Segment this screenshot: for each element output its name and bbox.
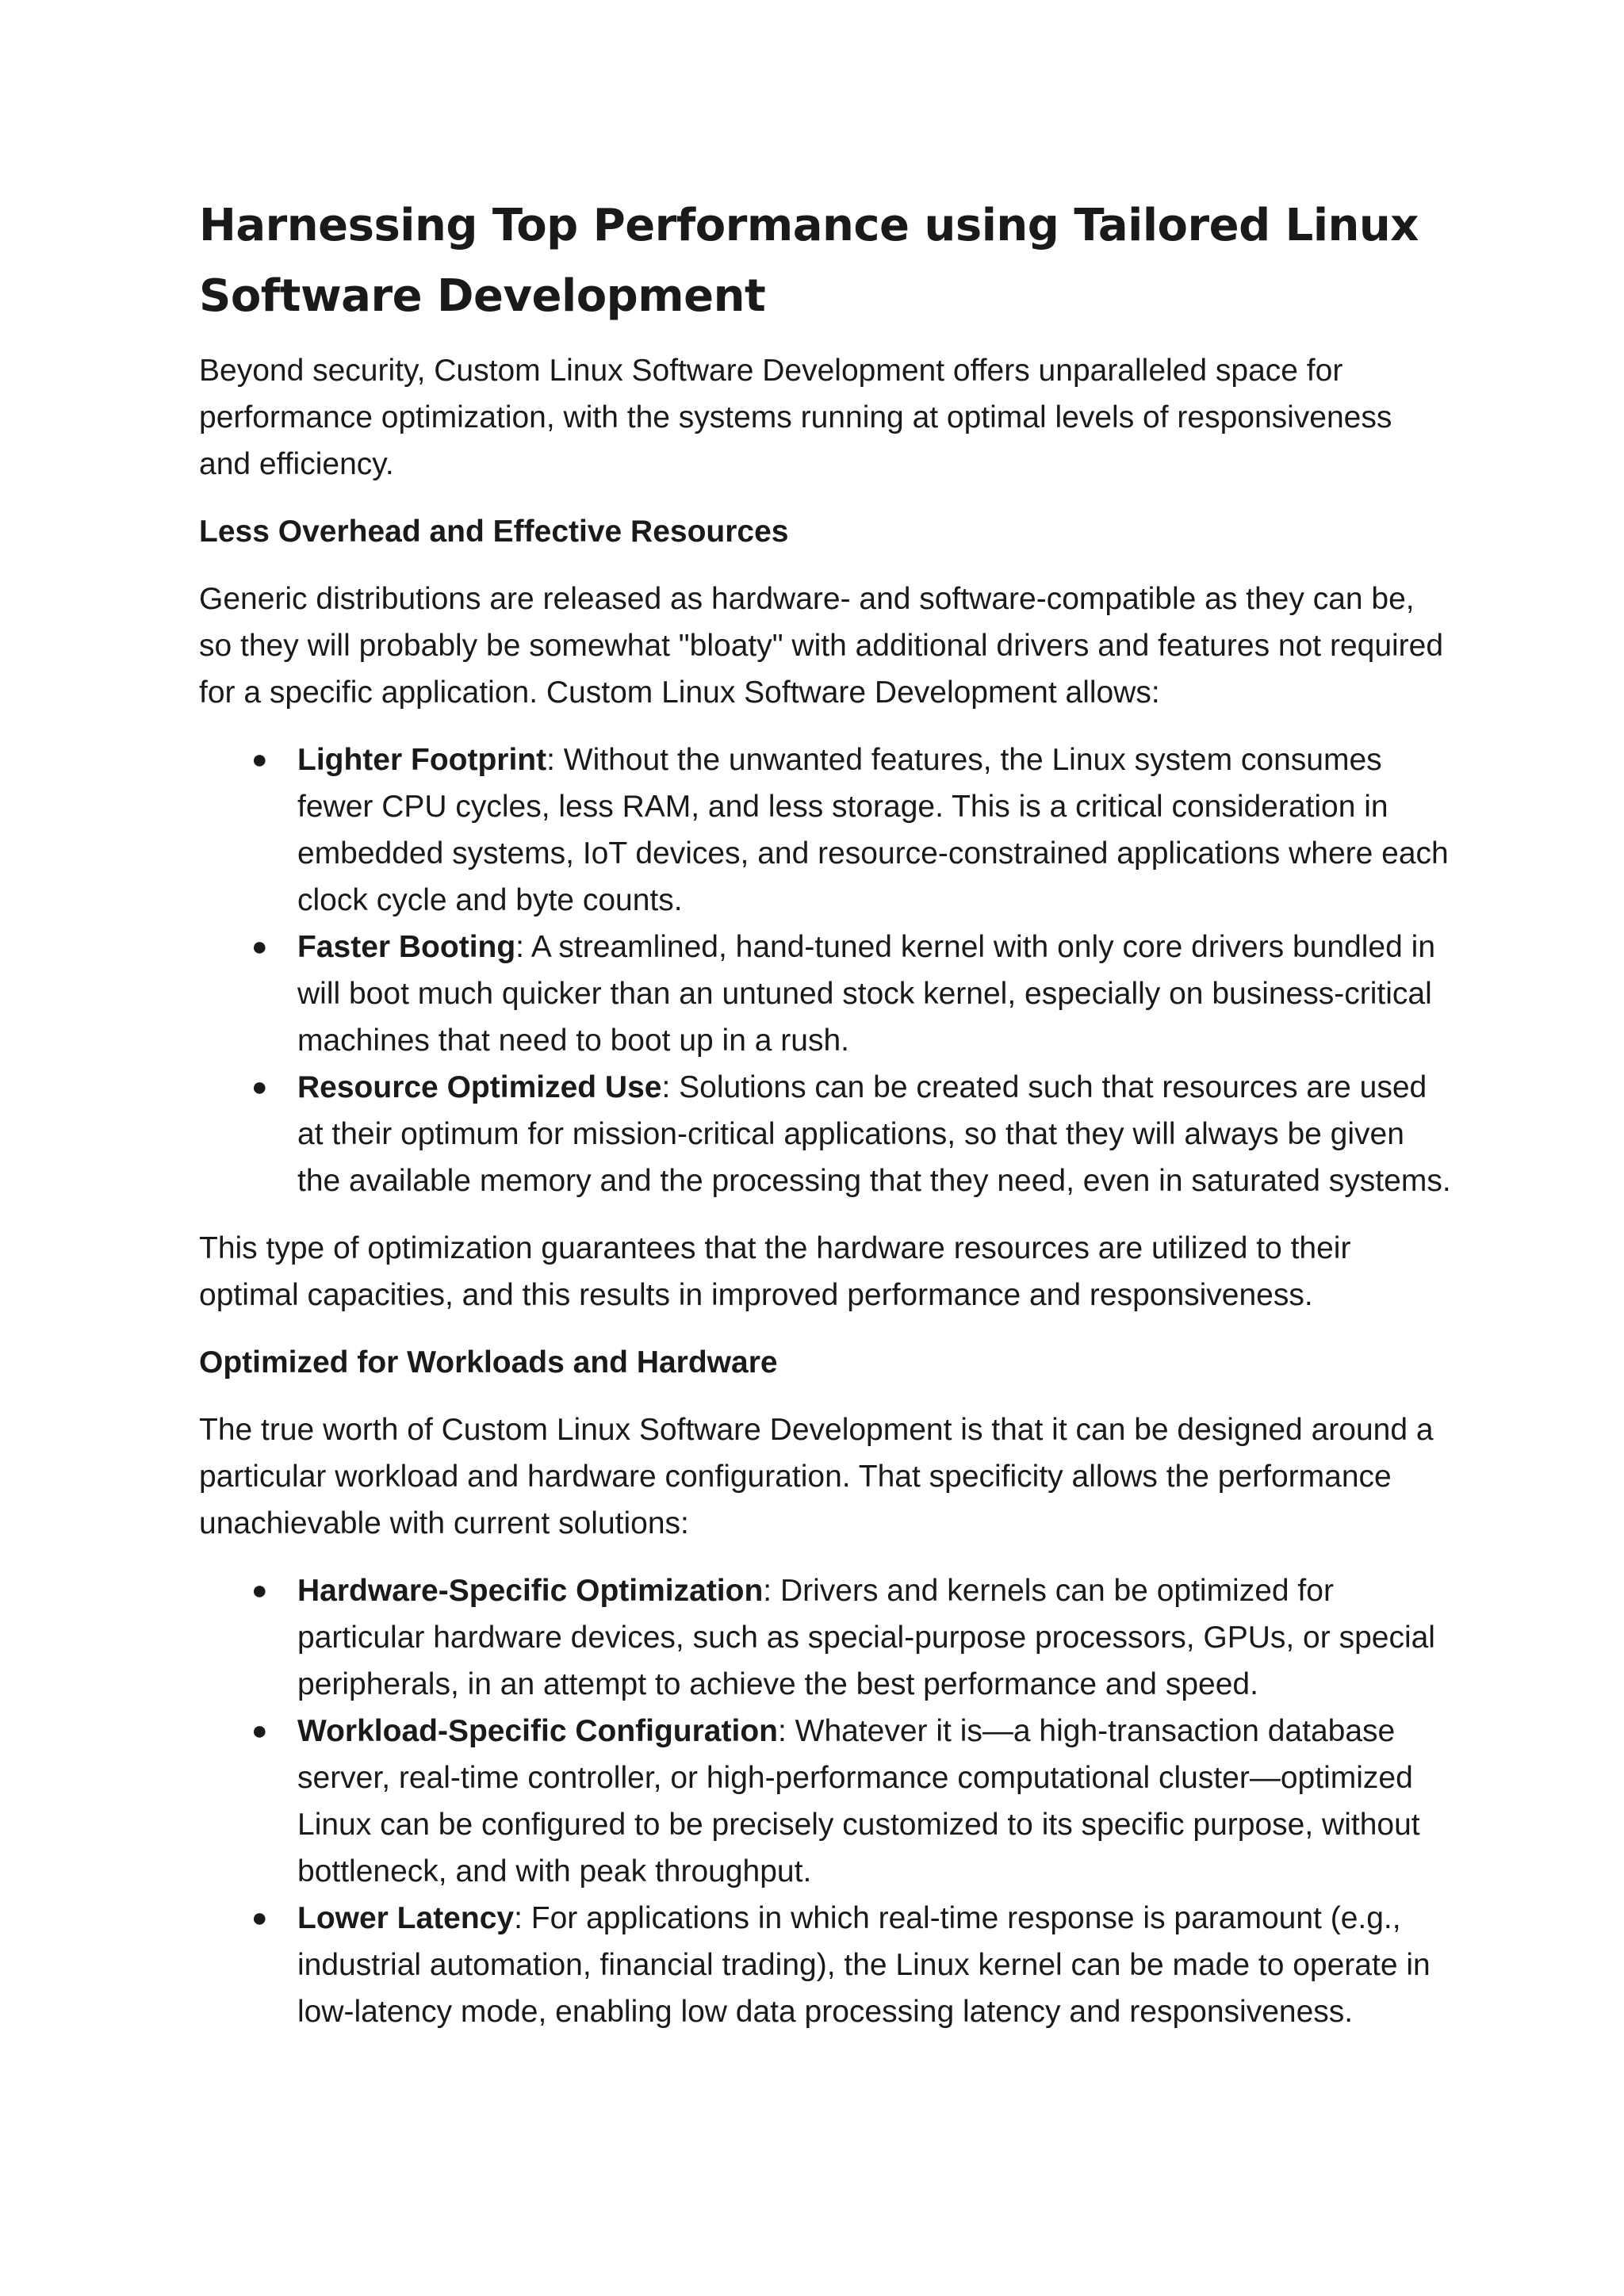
list-item-text: : Drivers and kernels can be optimized for particular hardware devices, such as special-purpose processors, GPUs, or special peripherals, in an attempt to achieve the best performance and speed.	[297, 1574, 1435, 1701]
bullet-icon: ●	[251, 1072, 268, 1102]
list-item-text: : Without the unwanted features, the Linux system consumes fewer CPU cycles, less RAM, and less storage. This is a critical consideration in embedded systems, IoT devices, and resource-constrained applications where each clock cycle and byte counts.	[297, 743, 1449, 917]
bullet-icon: ●	[251, 744, 268, 775]
list-item	[199, 1567, 1452, 1708]
list-item-text: : Whatever it is—a high-transaction database server, real-time controller, or high-performance computational cluster—optimized Linux can be configured to be precisely customized to its specific purpose, without bottleneck, and with peak throughput.	[297, 1714, 1420, 1888]
list-item	[199, 1064, 1452, 1204]
list-item-text: : A streamlined, hand-tuned kernel with only core drivers bundled in will boot much quicker than an untuned stock kernel, especially on business-critical machines that need to boot up in a rush.	[297, 930, 1436, 1058]
list-item	[199, 1895, 1452, 2035]
section-overhead-paragraph: Generic distributions are released as hardware- and software-compatible as they can be, so they will probably be somewhat "bloaty" with additional drivers and features not required for a specific application. Custom Linux Software Development allows:	[199, 582, 1444, 710]
list-item-term: Lower Latency	[297, 1901, 515, 1935]
list-item-text: : Solutions can be created such that resources are used at their optimum for mission-critical applications, so that they will always be given the available memory and the processing that they need, even in saturated systems.	[297, 1070, 1451, 1198]
intro-paragraph: Beyond security, Custom Linux Software Development offers unparalleled space for performance optimization, with the systems running at optimal levels of responsiveness and efficiency.	[199, 354, 1392, 481]
section-workloads-list	[199, 1567, 1452, 2035]
bullet-icon: ●	[251, 932, 268, 962]
section-workloads-paragraph: The true worth of Custom Linux Software Development is that it can be designed around a particular workload and hardware configuration. That specificity allows the performance unachievable with current solutions:	[199, 1413, 1434, 1540]
document-title: Harnessing Top Performance using Tailored Linux Software Development	[199, 200, 1419, 322]
bullet-icon: ●	[251, 1575, 268, 1605]
list-item-text: : For applications in which real-time response is paramount (e.g., industrial automation, financial trading), the Linux kernel can be made to operate in low-latency mode, enabling low data processing latency and responsiveness.	[297, 1901, 1431, 2029]
list-item-term: Workload-Specific Configuration	[297, 1714, 778, 1748]
list-item	[199, 737, 1452, 924]
document-page	[199, 190, 1452, 2056]
bullet-icon: ●	[251, 1716, 268, 1746]
list-item	[199, 1708, 1452, 1895]
list-item	[199, 924, 1452, 1064]
list-item-term: Resource Optimized Use	[297, 1070, 662, 1104]
list-item-term: Lighter Footprint	[297, 743, 547, 777]
section-heading-workloads: Optimized for Workloads and Hardware	[199, 1345, 778, 1380]
bullet-icon: ●	[251, 1903, 268, 1933]
list-item-term: Hardware-Specific Optimization	[297, 1574, 764, 1608]
section-overhead-closing: This type of optimization guarantees that the hardware resources are utilized to their optimal capacities, and this results in improved performance and responsiveness.	[199, 1231, 1351, 1312]
list-item-term: Faster Booting	[297, 930, 516, 964]
section-overhead-list	[199, 737, 1452, 1204]
section-heading-overhead: Less Overhead and Effective Resources	[199, 515, 789, 549]
